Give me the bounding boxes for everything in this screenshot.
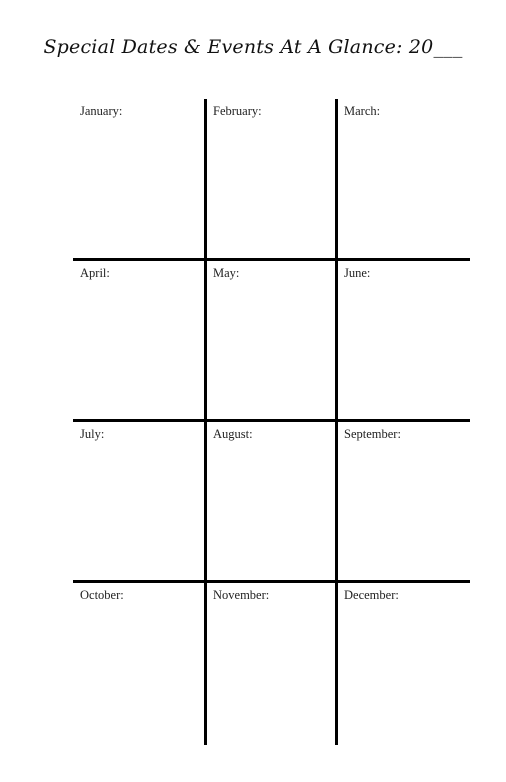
month-grid xyxy=(73,99,470,745)
month-cell-june xyxy=(336,261,468,422)
month-cell-july xyxy=(73,422,205,583)
month-label: July: xyxy=(80,427,105,441)
month-label: June: xyxy=(344,266,371,280)
month-label: October: xyxy=(80,588,124,602)
month-label: November: xyxy=(213,588,270,602)
month-cell-september xyxy=(336,422,468,583)
month-cell-april xyxy=(73,261,205,422)
month-cell-october xyxy=(73,583,205,744)
month-label: January: xyxy=(80,104,123,118)
month-cell-august xyxy=(205,422,337,583)
month-label: September: xyxy=(344,427,401,441)
month-label: August: xyxy=(213,427,253,441)
month-cell-january xyxy=(73,99,205,260)
month-label: March: xyxy=(344,104,381,118)
month-label: February: xyxy=(213,104,262,118)
month-cell-november xyxy=(205,583,337,744)
month-cell-february xyxy=(205,99,337,260)
month-label: April: xyxy=(80,266,110,280)
month-cell-may xyxy=(205,261,337,422)
month-cell-march xyxy=(336,99,468,260)
month-label: May: xyxy=(213,266,240,280)
month-label: December: xyxy=(344,588,399,602)
month-cell-december xyxy=(336,583,468,744)
page-title: Special Dates & Events At A Glance: 20___ xyxy=(43,36,463,58)
